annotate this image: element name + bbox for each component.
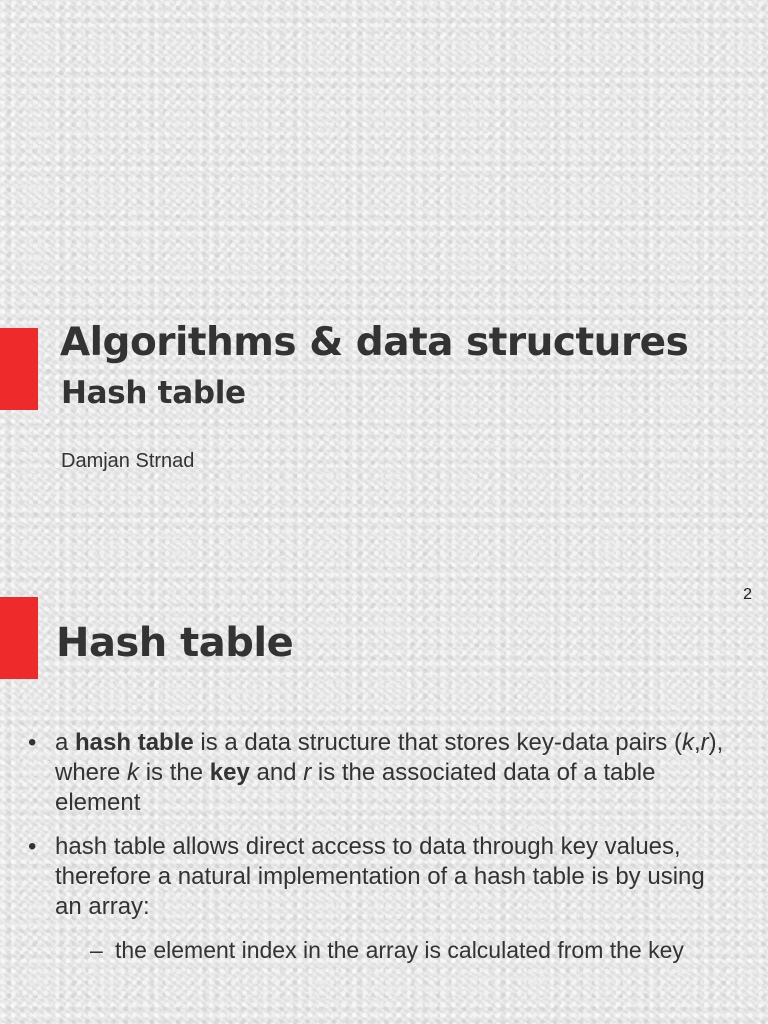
- sub-bullet-text: the element index in the array is calculated from the key: [115, 937, 684, 963]
- bullet-text-part: is a data structure that stores key-data pairs (: [193, 729, 682, 756]
- content-accent-bar: [0, 597, 38, 679]
- bullet-text-part: a: [55, 729, 76, 756]
- bullet-item-direct-access: [28, 832, 728, 964]
- bold-term-hash-table: hash table: [75, 729, 194, 756]
- sub-bullet-item: [55, 936, 728, 964]
- bullet-text-part: and: [249, 759, 304, 786]
- italic-var-r: r: [700, 729, 709, 756]
- content-title: Hash table: [56, 620, 294, 666]
- bullet-text: hash table allows direct access to data through key values, therefore a natural implementation of a hash table is by using an array:: [55, 833, 705, 920]
- bullet-text-part: ,: [693, 729, 701, 756]
- dash-mark: –: [90, 937, 103, 963]
- bullet-text-part: is the associated data of a table element: [55, 759, 656, 816]
- author-name: Damjan Strnad: [61, 450, 195, 472]
- bullet-item-definition: [28, 728, 728, 818]
- bullet-dot: •: [28, 833, 37, 860]
- bullet-list: [28, 728, 728, 978]
- title-accent-bar: [0, 328, 38, 410]
- bold-term-key: key: [209, 759, 250, 786]
- slide-subtitle: Hash table: [61, 375, 246, 411]
- bullet-text-part: is the: [139, 759, 210, 786]
- content-slide: [0, 512, 768, 1024]
- italic-var-k: k: [127, 759, 140, 786]
- slide-title: Algorithms & data structures: [60, 320, 689, 365]
- italic-var-k: k: [681, 729, 694, 756]
- bullet-dot: •: [28, 729, 37, 756]
- bullet-text-part: ), where: [55, 729, 724, 786]
- page-number: 2: [743, 586, 752, 603]
- italic-var-r: r: [303, 759, 312, 786]
